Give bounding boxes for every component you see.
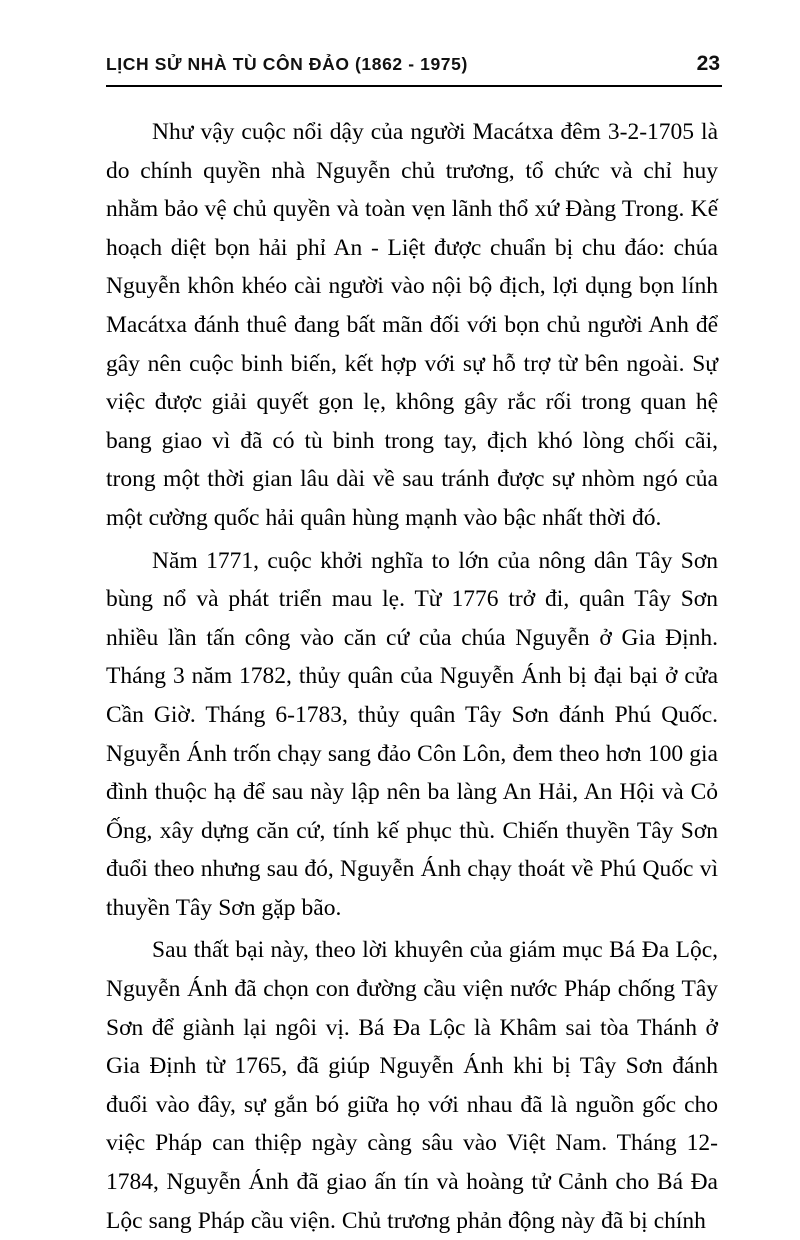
page-body: [78, 113, 722, 1240]
header-divider: [106, 85, 722, 87]
paragraph: Như vậy cuộc nổi dậy của người Macátxa đêm 3-2-1705 là do chính quyền nhà Nguyễn chủ trương, tổ chức và chỉ huy nhằm bảo vệ chủ quyền và toàn vẹn lãnh thổ xứ Đàng Trong. Kế hoạch diệt bọn hải phỉ An - Liệt được chuẩn bị chu đáo: chúa Nguyễn khôn khéo cài người vào nội bộ địch, lợi dụng bọn lính Macátxa đánh thuê đang bất mãn đối với bọn chủ người Anh để gây nên cuộc binh biến, kết hợp với sự hỗ trợ từ bên ngoài. Sự việc được giải quyết gọn lẹ, không gây rắc rối trong quan hệ bang giao vì đã có tù binh trong tay, địch khó lòng chối cãi, trong một thời gian lâu dài về sau tránh được sự nhòm ngó của một cường quốc hải quân hùng mạnh vào bậc nhất thời đó.: [106, 119, 718, 531]
page-number: 23: [696, 52, 720, 75]
paragraph: Năm 1771, cuộc khởi nghĩa to lớn của nông dân Tây Sơn bùng nổ và phát triển mau lẹ. Từ 1776 trở đi, quân Tây Sơn nhiều lần tấn công vào căn cứ của chúa Nguyễn ở Gia Định. Tháng 3 năm 1782, thủy quân của Nguyễn Ánh bị đại bại ở cửa Cần Giờ. Tháng 6-1783, thủy quân Tây Sơn đánh Phú Quốc. Nguyễn Ánh trốn chạy sang đảo Côn Lôn, đem theo hơn 100 gia đình thuộc hạ để sau này lập nên ba làng An Hải, An Hội và Cỏ Ống, xây dựng căn cứ, tính kế phục thù. Chiến thuyền Tây Sơn đuổi theo nhưng sau đó, Nguyễn Ánh chạy thoát về Phú Quốc vì thuyền Tây Sơn gặp bão.: [106, 547, 718, 921]
page-header: [78, 52, 722, 76]
paragraph: Sau thất bại này, theo lời khuyên của giám mục Bá Đa Lộc, Nguyễn Ánh đã chọn con đường cầu viện nước Pháp chống Tây Sơn để giành lại ngôi vị. Bá Đa Lộc là Khâm sai tòa Thánh ở Gia Định từ 1765, đã giúp Nguyễn Ánh khi bị Tây Sơn đánh đuổi vào đây, sự gắn bó giữa họ với nhau đã là nguồn gốc cho việc Pháp can thiệp ngày càng sâu vào Việt Nam. Tháng 12-1784, Nguyễn Ánh đã giao ấn tín và hoàng tử Cảnh cho Bá Đa Lộc sang Pháp cầu viện. Chủ trương phản động này đã bị chính: [106, 937, 718, 1234]
book-title: LỊCH SỬ NHÀ TÙ CÔN ĐẢO (1862 - 1975): [106, 54, 468, 74]
